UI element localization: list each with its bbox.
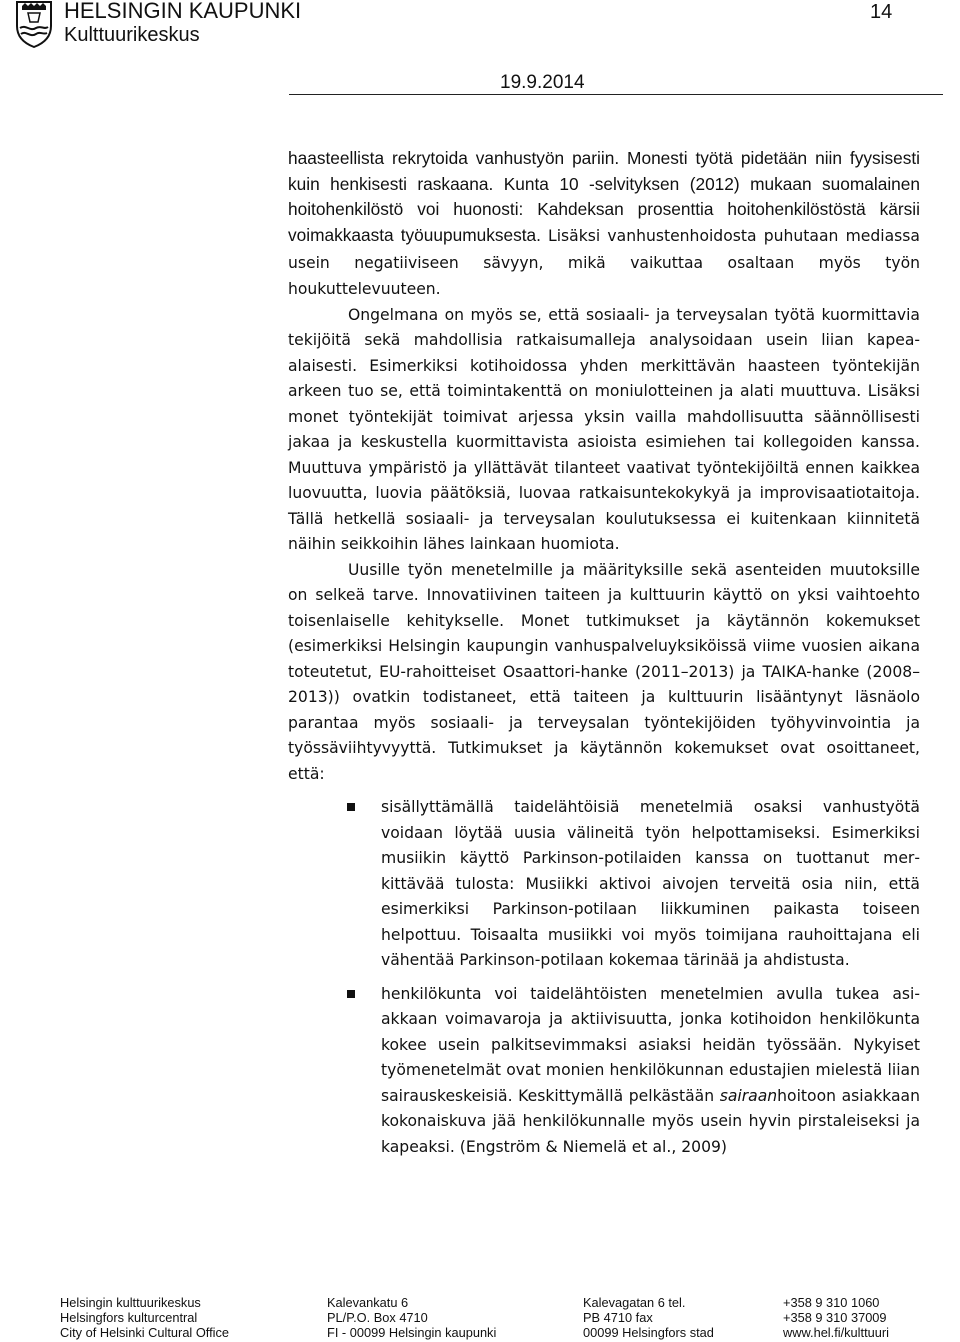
list-item [288, 795, 920, 974]
footer-line: +358 9 310 37009 [783, 1310, 887, 1325]
paragraph-intro [288, 146, 920, 303]
paragraph-methods: Uusille työn menetelmille ja määrityksille sekä asenteiden muutoksille on selkeä tarve. Innovatiivinen taiteen ja kulttuurin käyttö on yksi vaihtoehto toisenlaiselle kehitykselle. Monet tutkimukset ja käytännön kokemukset (esimerkiksi Helsingin kaupungin vanhuspalveluyksiköissä viime vuosien aikana toteutetut, EU-rahoitteiset Osaattori-hanke (2011–2013) ja TAIKA-hanke (2008–2013)) ovatkin todistaneet, että taiteen ja kulttuurin lisääntynyt läsnäolo parantaa myös sosiaali- ja terveysalan työntekijöiden työhyvinvointia ja työssäviihtyvyyttä. Tutkimukset ja käytännön kokemukset ovat osoittaneet, että: [288, 560, 920, 783]
findings-list [288, 795, 920, 1160]
organization-name: HELSINGIN KAUPUNKI [64, 0, 302, 23]
footer-col-address-sv [583, 1295, 714, 1340]
department-name: Kulttuurikeskus [64, 24, 200, 46]
footer-line: www.hel.fi/kulttuuri [783, 1325, 889, 1340]
paragraph-problems: Ongelmana on myös se, että sosiaali- ja terveysalan työtä kuormittavia tekijöitä sekä mahdollisia ratkaisumalleja analysoidaan usein liian kapea-alaisesti. Esimerkiksi kotihoidossa yhden merkittävän haasteen työntekijän arkeen tuo se, että toimintakenttä on moniulotteinen ja alati muuttuva. Lisäksi monet työntekijät toimivat arjessa yksin vailla mahdollisuutta säännöllisesti jakaa ja keskustella kuormittavista asioista esimiehen tai kollegoiden kanssa. Muuttuva ympäristö ja yllättävät tilanteet vaativat työntekijöiltä ennen kaikkea luovuutta, luovia päätöksiä, luovaa ratkaisuntekokykyä ja improvisaatiotaitoja. Tällä hetkellä sosiaali- ja terveysalan koulutuksessa ei kuitenkaan kiinnitetä näihin seikkoihin lähes lainkaan huomiota. [288, 305, 920, 554]
footer-line: PL/P.O. Box 4710 [327, 1310, 428, 1325]
footer-line: +358 9 310 1060 [783, 1295, 880, 1310]
footer-line: Kalevagatan 6 tel. [583, 1295, 686, 1310]
helsinki-crest-icon [14, 0, 54, 48]
footer-line: City of Helsinki Cultural Office [60, 1325, 230, 1340]
footer-line: FI - 00099 Helsingin kaupunki [327, 1325, 497, 1340]
list-item [288, 982, 920, 1161]
footer-col-contact [783, 1295, 889, 1340]
footer-line: Helsingfors kulturcentral [60, 1310, 198, 1325]
document-date: 19.9.2014 [500, 72, 585, 93]
bullet-text: henkilökunta voi taidelähtöisten menetelmien avulla tukea asiakkaan voimavaroja ja aktiivisuutta, jonka kotihoidon henkilökunta kokee usein palkitsevimmaksi asiaksi heidän työssään. Nykyiset työmenetelmät ovat monien henkilökunnan edustajien mielestä liian sairauskeskeisiä. Keskittymällä pelkästään [381, 984, 920, 1105]
footer-line: 00099 Helsingfors stad [583, 1325, 714, 1340]
intro-continuation: Lisäksi vanhustenhoidosta puhutaan mediassa usein negatiiviseen sävyyn, mikä vaikuttaa osaltaan myös työn houkuttelevuuteen. [288, 227, 920, 299]
bullet-text-cont: hoitoon asiakkaan kokonaiskuva jää henkilökunnalle myös usein hyvin pirstaleiseksi ja kapeaksi. (Engström & Niemelä et al., 2009) [381, 1086, 920, 1156]
footer-col-office [60, 1295, 229, 1340]
footer-line: Helsingin kulttuurikeskus [60, 1295, 201, 1310]
footer-line: Kalevankatu 6 [327, 1295, 409, 1310]
italic-text: sairaan [719, 1086, 778, 1105]
intro-text: haasteellista rekrytoida vanhustyön pariin. Monesti työtä pidetään niin fyysisesti kuin henkisesti raskaana. Kunta 10 -selvityksen (2012) mukaan suomalainen hoitohenkilöstö voi huonosti: Kahdeksan prosenttia hoitohenkilöstöstä kärsii voimakkaasta työuupumuksesta. [288, 148, 920, 246]
bullet-square-icon [347, 803, 355, 811]
footer-line: PB 4710 fax [583, 1310, 653, 1325]
footer-col-address-fi [327, 1295, 496, 1340]
main-content [288, 146, 920, 1168]
bullet-square-icon [347, 990, 355, 998]
page-number: 14 [870, 1, 893, 23]
bullet-text: sisällyttämällä taidelähtöisiä menetelmiä osaksi vanhustyötä voidaan löytää uusia välineitä työn helpottamiseksi. Esimerkiksi musiikin käyttö Parkinson-potilaiden kanssa on tuottanut merkittävää tulosta: Musiikki aktivoi aivojen terveitä osia niin, että esimerkiksi Parkinson-potilaan liikkuminen paikasta toiseen helpottuu. Toisaalta musiikki voi myös toimijana rauhoittajana eli vähentää Parkinson-potilaan kokemaa tärinää ja ahdistusta. [381, 798, 920, 970]
page-header [0, 0, 960, 100]
header-divider [289, 94, 943, 95]
